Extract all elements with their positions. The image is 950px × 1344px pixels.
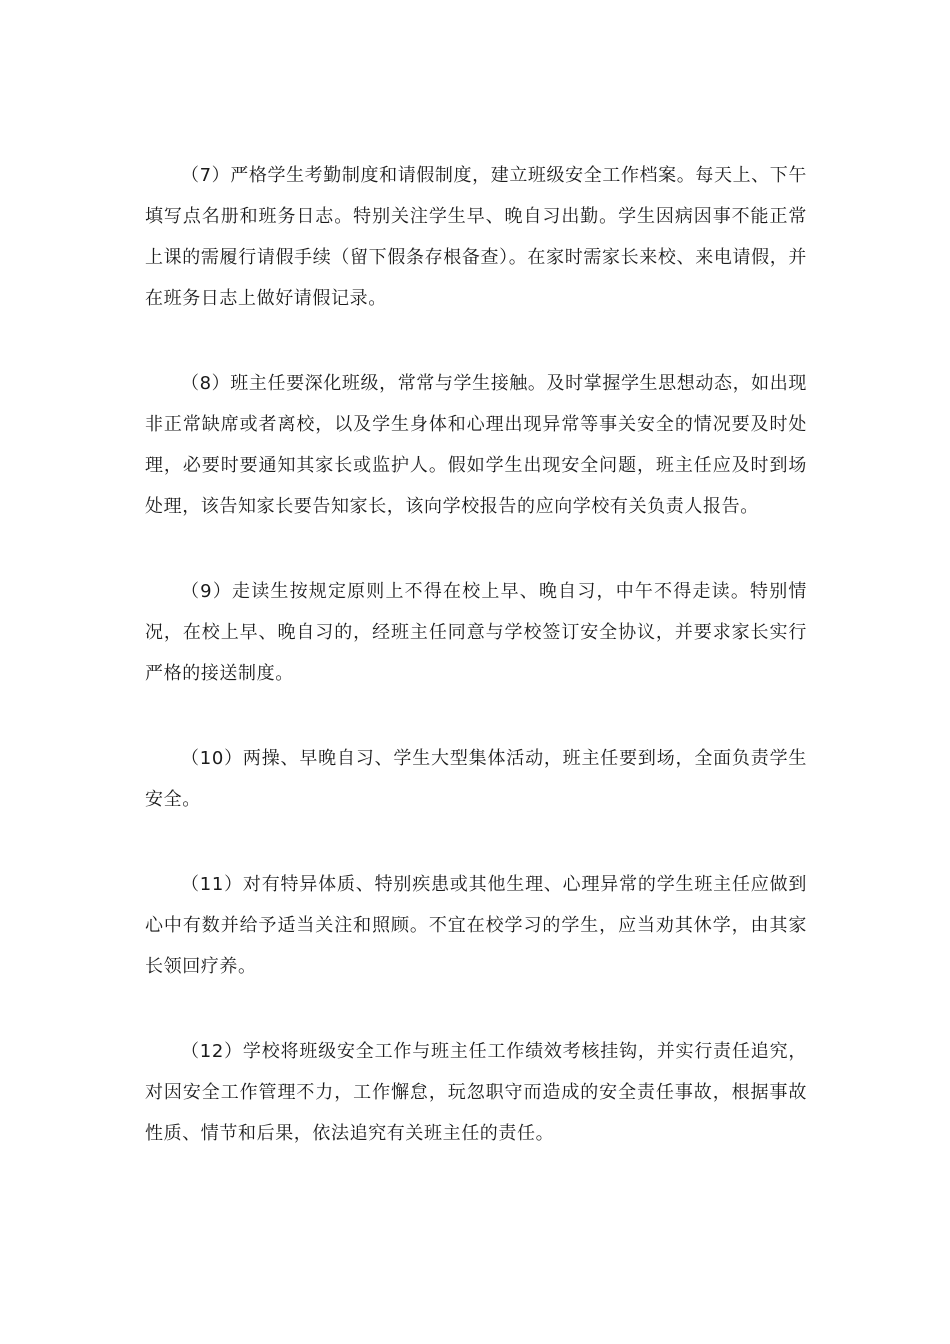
paragraph-11: （11）对有特异体质、特别疾患或其他生理、心理异常的学生班主任应做到心中有数并给予适当关注和照顾。不宜在校学习的学生，应当劝其休学，由其家长领回疗养。	[145, 874, 807, 977]
paragraph-12: （12）学校将班级安全工作与班主任工作绩效考核挂钩，并实行责任追究，对因安全工作管理不力，工作懈怠，玩忽职守而造成的安全责任事故，根据事故性质、情节和后果，依法追究有关班主任的责任。	[145, 1041, 807, 1144]
paragraph-7: （7）严格学生考勤制度和请假制度，建立班级安全工作档案。每天上、下午填写点名册和班务日志。特别关注学生早、晚自习出勤。学生因病因事不能正常上课的需履行请假手续（留下假条存根备查）。在家时需家长来校、来电请假，并在班务日志上做好请假记录。	[145, 165, 807, 309]
paragraph-9: （9）走读生按规定原则上不得在校上早、晚自习，中午不得走读。特别情况，在校上早、晚自习的，经班主任同意与学校签订安全协议，并要求家长实行严格的接送制度。	[145, 581, 807, 684]
paragraph-10: （10）两操、早晚自习、学生大型集体活动，班主任要到场，全面负责学生安全。	[145, 748, 807, 810]
paragraph-8: （8）班主任要深化班级，常常与学生接触。及时掌握学生思想动态，如出现非正常缺席或者离校，以及学生身体和心理出现异常等事关安全的情况要及时处理，必要时要通知其家长或监护人。假如学生出现安全问题，班主任应及时到场处理，该告知家长要告知家长，该向学校报告的应向学校有关负责人报告。	[145, 373, 807, 517]
document-page	[145, 155, 807, 1198]
